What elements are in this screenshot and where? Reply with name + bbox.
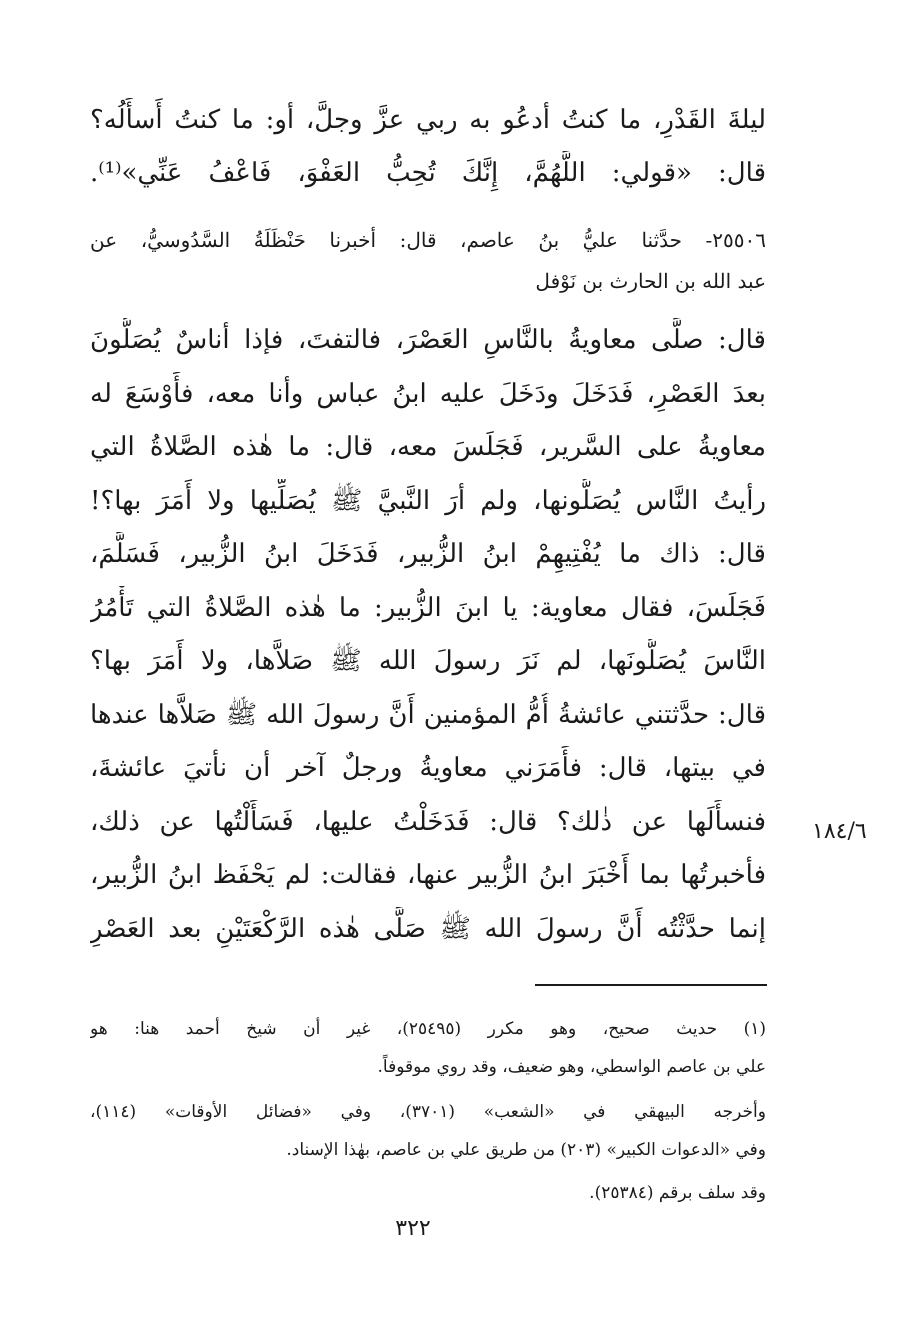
hadith-text-line-3: معاويةُ على السَّرير، فَجَلَسَ معه، قال: ما هٰذه الصَّلاةُ التي bbox=[90, 432, 766, 462]
hadith-text-line-5: قال: ذاك ما يُفْتِيهِمْ ابنُ الزُّبير، فَدَخَلَ ابنُ الزُّبير، فَسَلَّمَ، bbox=[90, 539, 766, 569]
hadith-text-line-8: قال: حدَّثتني عائشةُ أُمُّ المؤمنين أَنَّ رسولَ الله ﷺ صَلاَّها عندها bbox=[90, 700, 766, 730]
footnote-separator bbox=[535, 984, 767, 986]
hadith-text-line-4: رأيتُ النَّاس يُصَلُّونها، ولم أرَ النَّبيَّ ﷺ يُصَلِّيها ولا أَمَرَ بها؟! bbox=[90, 486, 766, 516]
hadith-text-line-9: في بيتها، قال: فأَمَرَني معاويةُ ورجلٌ آخر أن نأتيَ عائشةَ، bbox=[90, 753, 766, 783]
footnote-line-1: (١) حديث صحيح، وهو مكرر (٢٥٤٩٥)، غير أن شيخ أحمد هنا: هو bbox=[90, 1019, 766, 1039]
hadith-text-line-7: النَّاسَ يُصَلُّونَها، لم نَرَ رسولَ الله ﷺ صَلاَّها، ولا أَمَرَ بها؟ bbox=[90, 646, 766, 676]
footnote-line-5: وقد سلف برقم (٢٥٣٨٤). bbox=[589, 1183, 766, 1203]
hadith-text-line-1: قال: صلَّى معاويةُ بالنَّاسِ العَصْرَ، فالتفتَ، فإذا أناسٌ يُصَلُّونَ bbox=[90, 325, 766, 355]
hadith-heading-line-2: عبد الله بن الحارث بن نَوْفل bbox=[535, 269, 766, 293]
hadith-text-line-10: فنسأَلَها عن ذٰلك؟ قال: فَدَخَلْتُ عليها، فَسَأَلْتُها عن ذلك، bbox=[90, 807, 766, 837]
hadith-text-line-6: فَجَلَسَ، فقال معاوية: يا ابنَ الزُّبير: ما هٰذه الصَّلاةُ التي تَأْمُرُ bbox=[90, 593, 766, 623]
opening-line-2: قال: «قولي: اللَّهُمَّ، إِنَّكَ تُحِبُّ العَفْوَ، فَاعْفُ عَنِّي»⁽¹⁾. bbox=[90, 158, 766, 188]
hadith-heading-line-1: ٢٥٥٠٦- حدَّثنا عليُّ بنُ عاصم، قال: أخبرنا حَنْظَلَةُ السَّدُوسيُّ، عن bbox=[90, 228, 766, 252]
hadith-text-line-2: بعدَ العَصْرِ، فَدَخَلَ ودَخَلَ عليه ابنُ عباس وأنا معه، فأَوْسَعَ له bbox=[90, 379, 766, 409]
footnote-line-3: وأخرجه البيهقي في «الشعب» (٣٧٠١)، وفي «فضائل الأوقات» (١١٤)، bbox=[90, 1102, 766, 1122]
hadith-text-line-11: فأخبرتُها بما أَخْبَرَ ابنُ الزُّبير عنها، فقالت: لم يَحْفَظ ابنُ الزُّبير، bbox=[90, 860, 766, 890]
margin-reference: ١٨٤/٦ bbox=[812, 819, 867, 844]
hadith-text-line-12: إنما حدَّثْتُه أَنَّ رسولَ الله ﷺ صَلَّى هٰذه الرَّكْعَتَيْنِ بعد العَصْرِ bbox=[90, 914, 766, 944]
page-number: ٣٢٢ bbox=[395, 1216, 431, 1241]
opening-line-1: ليلةَ القَدْرِ، ما كنتُ أدعُو به ربي عزَّ وجلَّ، أو: ما كنتُ أَسأَلُه؟ bbox=[90, 105, 766, 135]
footnote-line-2: علي بن عاصم الواسطي، وهو ضعيف، وقد روي موقوفاً. bbox=[377, 1057, 766, 1077]
footnote-line-4: وفي «الدعوات الكبير» (٢٠٣) من طريق علي بن عاصم، بهٰذا الإسناد. bbox=[286, 1140, 766, 1160]
